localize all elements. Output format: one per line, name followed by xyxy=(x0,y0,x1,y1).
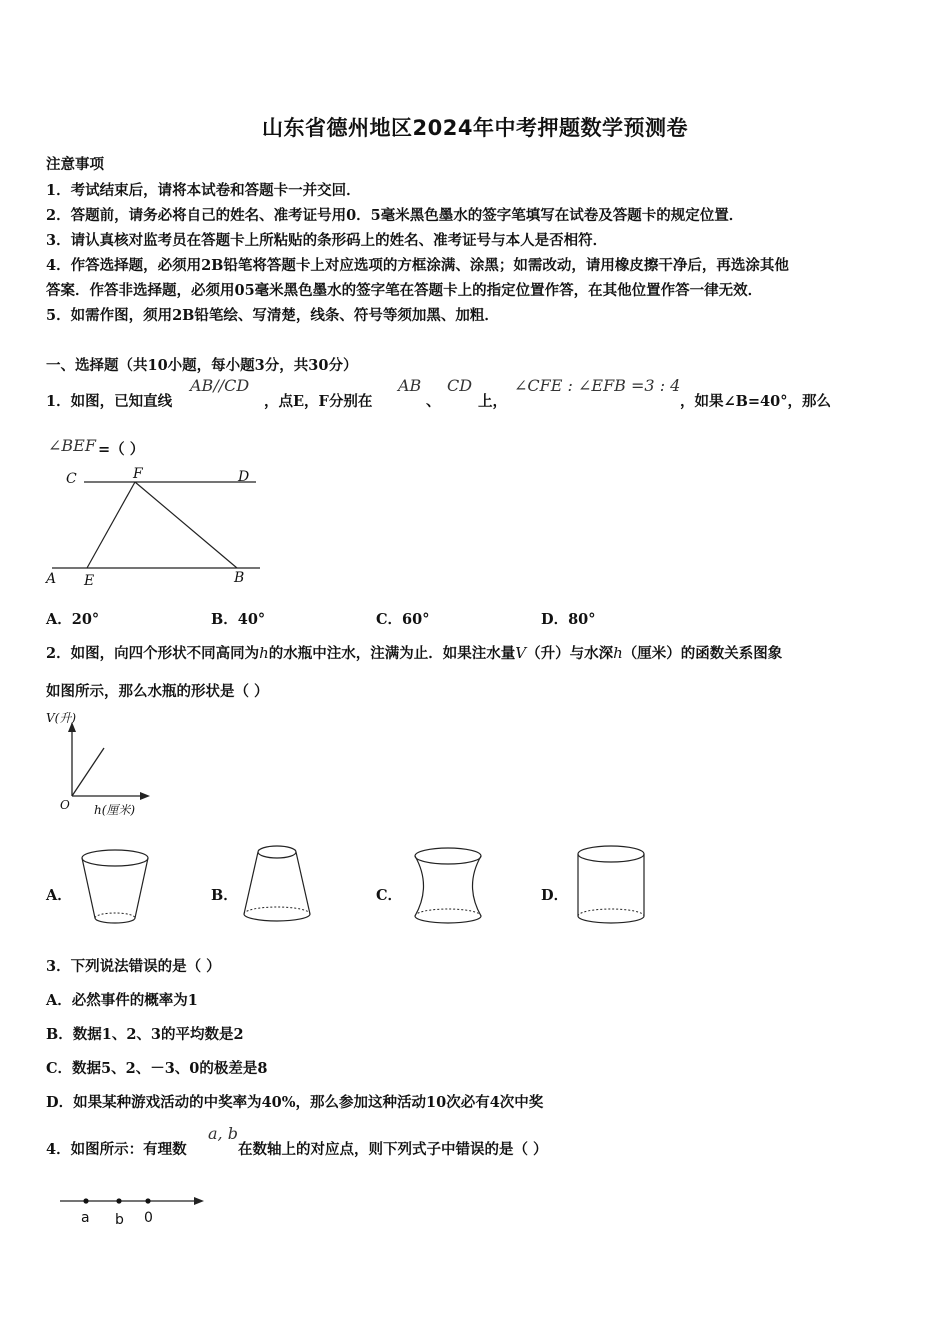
notice-item: 1．考试结束后，请将本试卷和答题卡一并交回． xyxy=(46,182,361,199)
q1-stem-part5: ，如果∠B=40°，那么 xyxy=(680,393,831,410)
q1-figure xyxy=(40,462,280,592)
notice-item: 4．作答选择题，必须用2B铅笔将答题卡上对应选项的方框涂满、涂黑；如需改动，请用橡皮擦干净后，再选涂其他 xyxy=(46,257,789,274)
q2-text-b: 的水瓶中注水，注满为止．如果注水量 xyxy=(268,645,516,662)
q2-math-h: h xyxy=(259,644,269,662)
point-a xyxy=(83,1198,88,1203)
q2-option-d: D． xyxy=(541,887,569,904)
q1-stem-line2: =（ ） xyxy=(98,441,145,458)
point-zero xyxy=(145,1198,150,1203)
origin-label: O xyxy=(60,798,70,812)
q1-stem-part4: 上， xyxy=(478,393,507,410)
q1-math-angle-bef: ∠BEF xyxy=(48,436,96,455)
q2-option-a: A． xyxy=(46,887,72,904)
q2-text-d: （厘米）的函数关系图象 xyxy=(622,645,783,662)
q4-stem-part2: 在数轴上的对应点，则下列式子中错误的是（ ） xyxy=(238,1141,548,1158)
bottle-a-icon xyxy=(78,846,154,928)
notice-item: 3．请认真核对监考员在答题卡上所粘贴的条形码上的姓名、准考证号与本人是否相符． xyxy=(46,232,608,249)
q2-stem-line2: 如图所示，那么水瓶的形状是（ ） xyxy=(46,683,269,700)
label-b: b xyxy=(115,1212,124,1228)
label-a: A xyxy=(46,571,57,587)
notice-heading: 注意事项 xyxy=(46,156,104,173)
q2-stem-line1 xyxy=(46,642,782,663)
q1-math-angle-ratio: ∠CFE : ∠EFB =3 : 4 xyxy=(514,376,681,395)
y-axis-label: V(升) xyxy=(46,711,77,725)
q1-math-ab: AB xyxy=(398,376,422,395)
label-zero: 0 xyxy=(144,1210,153,1226)
q2-math-v: V xyxy=(515,644,527,662)
label-c: C xyxy=(66,471,77,487)
q2-option-b: B． xyxy=(211,887,238,904)
notice-item: 5．如需作图，须用2B铅笔绘、写清楚，线条、符号等须加黑、加粗． xyxy=(46,307,499,324)
point-b xyxy=(116,1198,121,1203)
label-f: F xyxy=(133,466,143,482)
q1-option-a: A．20° xyxy=(46,611,100,628)
notice-item: 答案．作答非选择题，必须用05毫米黑色墨水的签字笔在答题卡上的指定位置作答，在其他位置作答一律无效． xyxy=(46,282,763,299)
q4-number-line xyxy=(56,1188,216,1234)
q4-stem-part1: 4．如图所示：有理数 xyxy=(46,1141,187,1158)
q1-option-c: C．60° xyxy=(376,611,430,628)
q1-stem-part1: 1．如图，已知直线 xyxy=(46,393,173,410)
segment-fb xyxy=(135,482,237,568)
number-line-arrow xyxy=(194,1197,204,1205)
q3-option-b: B．数据1、2、3的平均数是2 xyxy=(46,1026,244,1043)
label-d: D xyxy=(238,469,250,485)
section-heading: 一、选择题（共10小题，每小题3分，共30分） xyxy=(46,357,358,374)
segment-fe xyxy=(87,482,135,568)
q4-math-ab: a, b xyxy=(208,1124,238,1143)
q3-option-c: C．数据5、2、－3、0的极差是8 xyxy=(46,1060,268,1077)
q1-math-cd: CD xyxy=(447,376,473,395)
q3-stem: 3．下列说法错误的是（ ） xyxy=(46,958,221,975)
x-axis-arrow xyxy=(140,792,150,800)
q2-text-c: （升）与水深 xyxy=(526,645,614,662)
q1-option-d: D．80° xyxy=(541,611,596,628)
bottle-b-icon xyxy=(240,842,314,926)
q3-option-a: A．必然事件的概率为1 xyxy=(46,992,198,1009)
q1-option-b: B．40° xyxy=(211,611,266,628)
q2-math-h2: h xyxy=(613,644,623,662)
q2-graph xyxy=(40,708,160,823)
notice-item: 2．答题前，请务必将自己的姓名、准考证号用0．5毫米黑色墨水的签字笔填写在试卷及答题卡的规定位置． xyxy=(46,207,744,224)
label-b: B xyxy=(234,570,245,586)
q1-stem-part2: ，点E，F分别在 xyxy=(264,393,373,410)
q3-option-d: D．如果某种游戏活动的中奖率为40%，那么参加这种活动10次必有4次中奖 xyxy=(46,1094,544,1111)
page-title: 山东省德州地区2024年中考押题数学预测卷 xyxy=(262,116,688,140)
bottle-c-icon xyxy=(410,844,486,928)
q2-text-a: 2．如图，向四个形状不同高同为 xyxy=(46,645,260,662)
q1-stem-part3: 、 xyxy=(426,393,441,410)
q2-option-c: C． xyxy=(376,887,403,904)
label-a: a xyxy=(81,1210,90,1226)
q1-math-ab-parallel-cd: AB//CD xyxy=(190,376,250,395)
bottle-d-icon xyxy=(574,842,648,928)
graph-line xyxy=(72,748,104,796)
x-axis-label: h(厘米) xyxy=(94,803,136,817)
label-e: E xyxy=(84,573,95,589)
